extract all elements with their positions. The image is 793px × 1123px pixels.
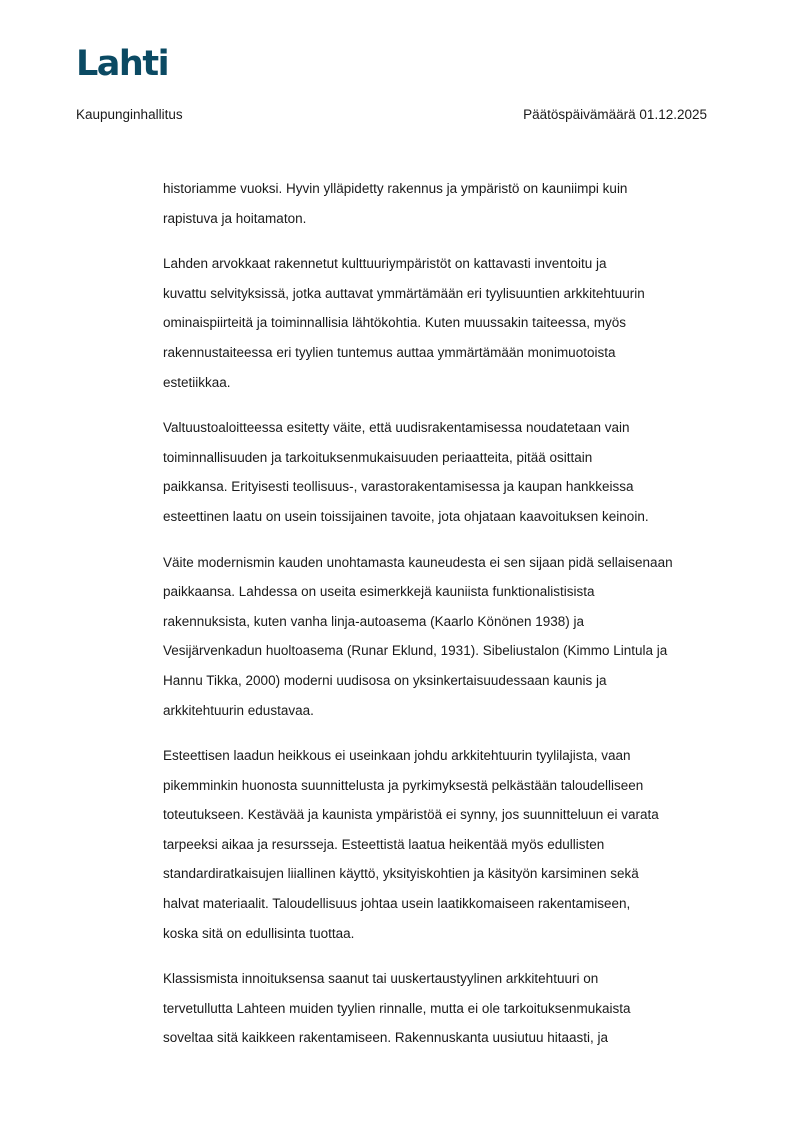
text-line: paikkansa. Erityisesti teollisuus-, varastorakentamisessa ja kaupan hankkeissa: [163, 479, 634, 495]
text-line: Klassismista innoituksensa saanut tai uuskertaustyylinen arkkitehtuuri on: [163, 971, 599, 987]
text-line: rakennuksista, kuten vanha linja-autoasema (Kaarlo Könönen 1938) ja: [163, 613, 585, 629]
text-line: historiamme vuoksi. Hyvin ylläpidetty rakennus ja ympäristö on kauniimpi kuin: [163, 181, 628, 196]
paragraph-4: [163, 548, 723, 726]
text-line: Vesijärvenkadun huoltoasema (Runar Eklund, 1931). Sibeliustalon (Kimmo Lintula ja: [163, 643, 668, 659]
text-line: rakennustaiteessa eri tyylien tuntemus auttaa ymmärtämään monimuotoista: [163, 344, 616, 360]
text-line: Lahden arvokkaat rakennetut kulttuuriympäristöt on kattavasti inventoitu ja: [163, 256, 607, 272]
text-line: Väite modernismin kauden unohtamasta kauneudesta ei sen sijaan pidä sellaisenaan: [163, 554, 673, 570]
text-line: ominaispiirteitä ja toiminnallisia lähtökohtia. Kuten muussakin taiteessa, myös: [163, 315, 626, 331]
paragraph-6: [163, 964, 723, 1053]
text-line: koska sitä on edullisinta tuottaa.: [163, 925, 355, 941]
decision-date: Päätöspäivämäärä 01.12.2025: [523, 107, 707, 122]
text-line: esteettinen laatu on usein toissijainen tavoite, jota ohjataan kaavoituksen keinoin.: [163, 508, 649, 524]
text-line: standardiratkaisujen liiallinen käyttö, yksityiskohtien ja käsityön karsiminen sekä: [163, 866, 639, 882]
text-line: arkkitehtuurin edustavaa.: [163, 702, 314, 718]
lahti-logo: Lahti: [76, 44, 169, 84]
text-line: soveltaa sitä kaikkeen rakentamiseen. Rakennuskanta uusiutuu hitaasti, ja: [163, 1030, 609, 1046]
text-line: Esteettisen laadun heikkous ei useinkaan johdu arkkitehtuurin tyylilajista, vaan: [163, 748, 631, 764]
text-line: tervetullutta Lahteen muiden tyylien rinnalle, mutta ei ole tarkoituksenmukaista: [163, 1000, 631, 1016]
organization-name: Kaupunginhallitus: [76, 107, 183, 122]
text-line: toiminnallisuuden ja tarkoituksenmukaisuuden periaatteita, pitää osittain: [163, 449, 593, 465]
paragraph-1: [163, 174, 723, 233]
text-line: paikkaansa. Lahdessa on useita esimerkkejä kauniista funktionalistisista: [163, 584, 595, 600]
text-line: tarpeeksi aikaa ja resursseja. Esteettistä laatua heikentää myös edullisten: [163, 836, 605, 852]
paragraph-3: [163, 413, 723, 531]
paragraph-5: [163, 741, 723, 948]
text-line: Valtuustoaloitteessa esitetty väite, että uudisrakentamisessa noudatetaan vain: [163, 420, 630, 436]
text-line: kuvattu selvityksissä, jotka auttavat ymmärtämään eri tyylisuuntien arkkitehtuurin: [163, 285, 645, 301]
paragraph-2: [163, 249, 723, 397]
text-line: rapistuva ja hoitamaton.: [163, 210, 307, 226]
text-line: toteutukseen. Kestävää ja kaunista ympäristöä ei synny, jos suunnitteluun ei varata: [163, 807, 659, 823]
text-line: pikemminkin huonosta suunnittelusta ja pyrkimyksestä pelkästään taloudelliseen: [163, 777, 644, 793]
text-line: halvat materiaalit. Taloudellisuus johtaa usein laatikkomaiseen rakentamiseen,: [163, 896, 631, 912]
document-body: [163, 174, 723, 1069]
text-line: estetiikkaa.: [163, 374, 231, 390]
text-line: Hannu Tikka, 2000) moderni uudisosa on yksinkertaisuudessaan kaunis ja: [163, 672, 607, 688]
